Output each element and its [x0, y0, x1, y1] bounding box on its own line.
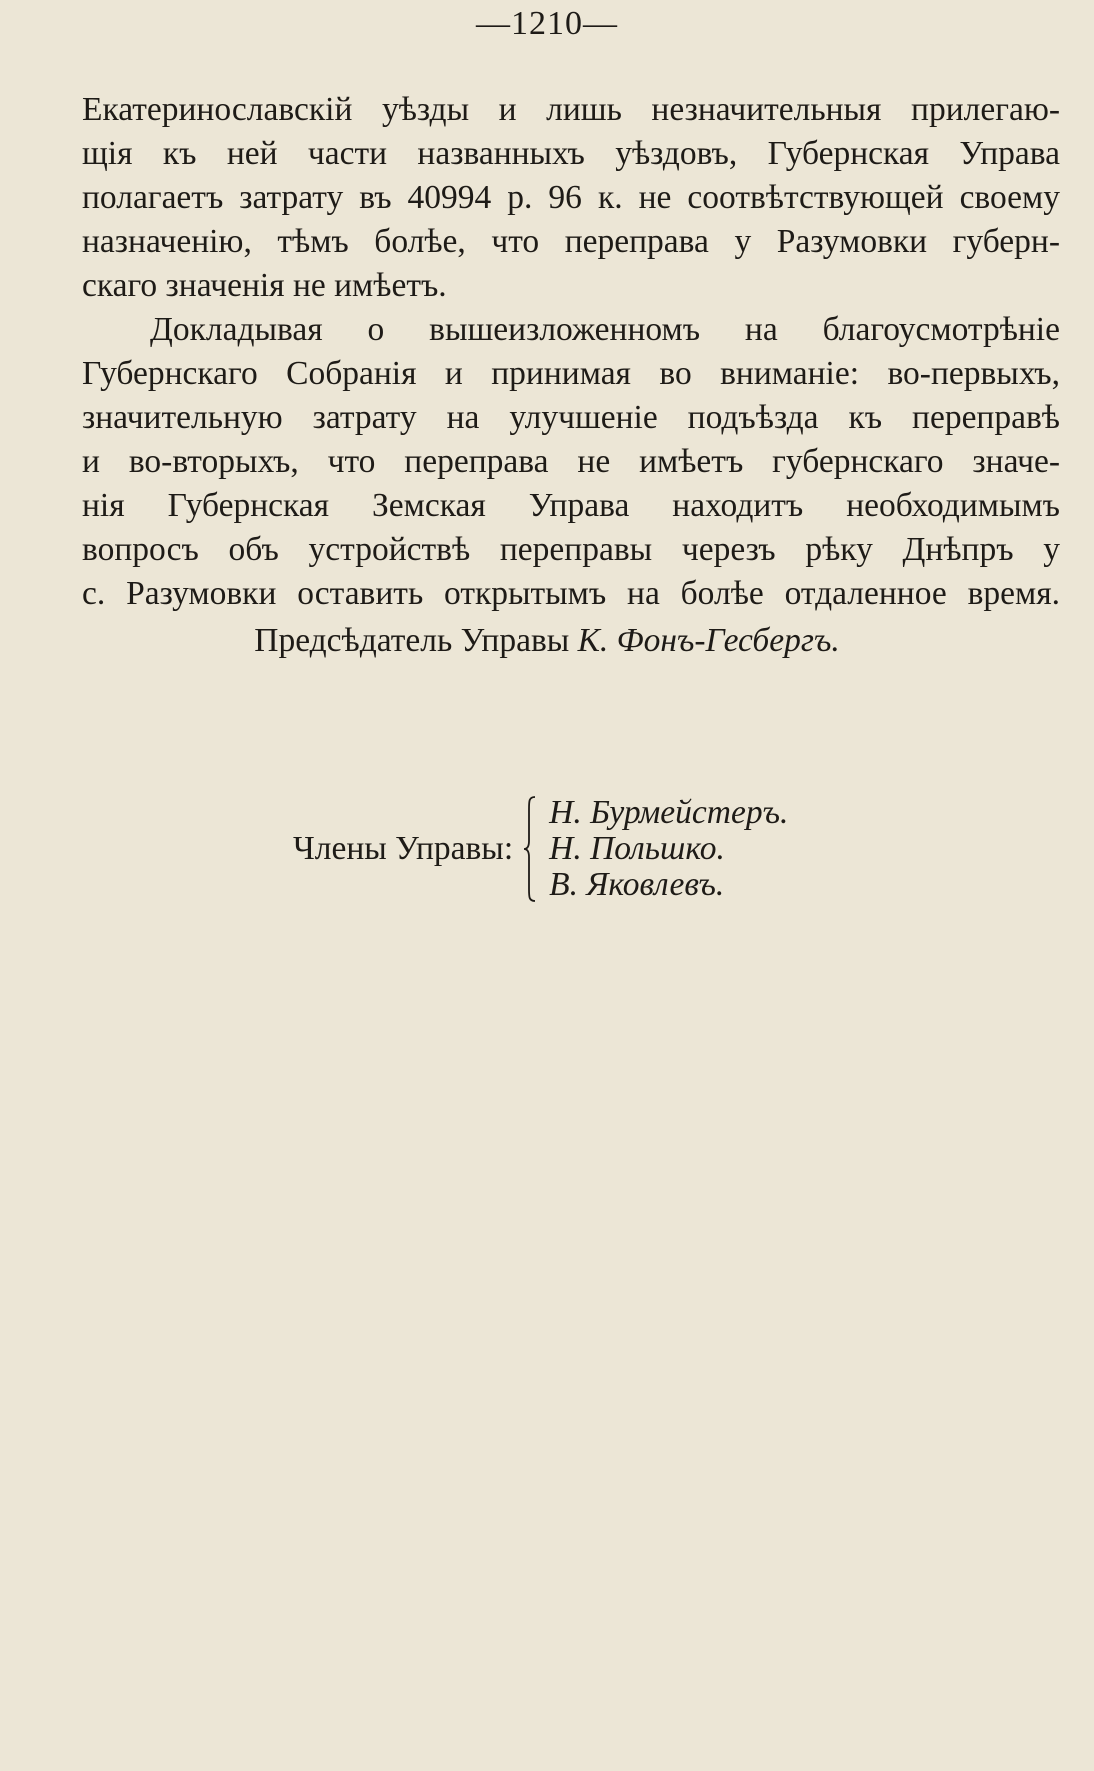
- paragraph-1: [82, 88, 1060, 308]
- member-name: В. Яковлевъ.: [549, 866, 725, 903]
- text-line: щія къ ней части названныхъ уѣздовъ, Губернская Управа: [82, 135, 1060, 172]
- chairman-title: Предсѣдатель Управы: [254, 622, 570, 659]
- member-name: Н. Бурмейстеръ.: [549, 794, 789, 831]
- body-text: [82, 88, 1060, 616]
- text-line: скаго значенія не имѣетъ.: [82, 267, 447, 304]
- curly-brace-icon: [523, 795, 537, 903]
- page-number: —1210—: [476, 5, 618, 42]
- text-line: нія Губернская Земская Управа находитъ необходимымъ: [82, 487, 1060, 524]
- members-label: Члены Управы:: [293, 830, 514, 867]
- chairman-name: К. Фонъ-Гесбергъ.: [577, 622, 840, 659]
- paragraph-2: [82, 308, 1060, 616]
- text-line: полагаетъ затрату въ 40994 р. 96 к. не соотвѣтствующей своему: [82, 179, 1060, 216]
- board-members: [293, 795, 788, 903]
- text-line: с. Разумовки оставить открытымъ на болѣе отдаленное время.: [82, 575, 1060, 612]
- text-line: и во-вторыхъ, что переправа не имѣетъ губернскаго значе-: [82, 443, 1060, 480]
- text-line: Докладывая о вышеизложенномъ на благоусмотрѣніе: [150, 311, 1060, 348]
- text-line: Губернскаго Собранія и принимая во вниманіе: во-первыхъ,: [82, 355, 1060, 392]
- text-line: Екатеринославскій уѣзды и лишь незначительныя прилегаю-: [82, 91, 1060, 128]
- text-line: назначенію, тѣмъ болѣе, что переправа у Разумовки губерн-: [82, 223, 1060, 260]
- chairman-signature: [0, 622, 1094, 660]
- members-list: [549, 795, 788, 903]
- text-line: значительную затрату на улучшеніе подъѣзда къ переправѣ: [82, 399, 1060, 436]
- text-line: вопросъ объ устройствѣ переправы черезъ рѣку Днѣпръ у: [82, 531, 1060, 568]
- member-name: Н. Польшко.: [549, 830, 725, 867]
